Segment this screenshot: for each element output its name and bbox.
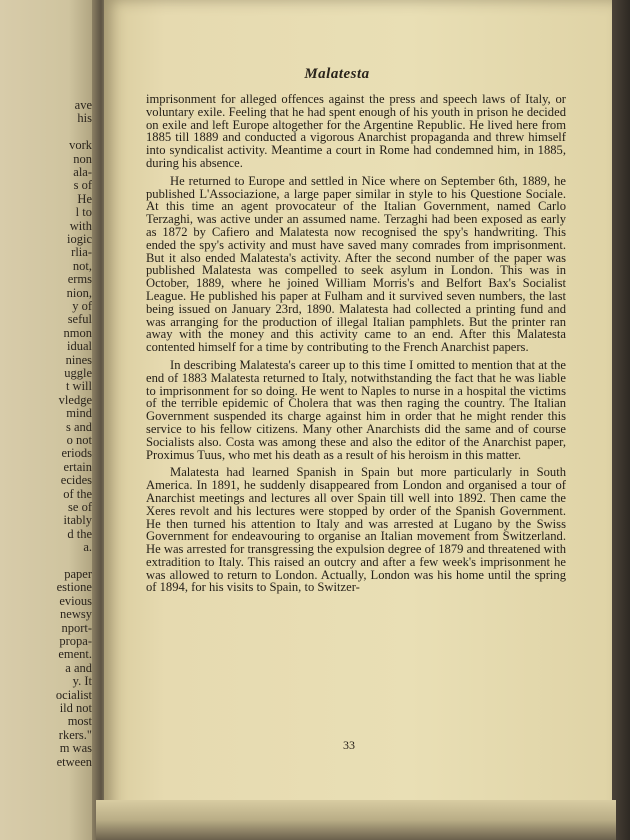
left-page-fragment: newsy <box>60 607 92 622</box>
left-page-fragment: propa- <box>59 634 92 648</box>
page-stack-edge <box>96 800 616 840</box>
running-head: Malatesta <box>304 66 370 82</box>
left-page-fragment: evious <box>59 593 92 608</box>
left-page-fragment: seful <box>67 312 92 327</box>
paragraph-4: Malatesta had learned Spanish in Spain but more particularly in South America. In 1891, he suddenly disappeared from London and organised a tour of Anarchist meetings and lectures all over Spain till well into 1892. Then came the Xeres revolt and his lectures were stopped by order of the Spanish Government. He then turned his attention to Italy and was arrested at Lugano by the Swiss Government for endeavouring to organise an Italian movement from Switzerland. He was arrested for transgressing the expulsion degree of 1879 and threatened with extradition to Italy. This raised an outcry and after a few week's imprisonment he was allowed to return to London. Actually, London was his home until the spring of 1894, for his visits to Spain, to Switzer- <box>146 465 566 595</box>
left-page-fragment: ild not <box>59 701 92 715</box>
left-page-fragment: estione <box>56 580 92 595</box>
left-page-fragment: most <box>67 714 92 729</box>
left-page-fragment: o not <box>66 433 92 447</box>
left-page-fragment: erms <box>67 272 92 287</box>
left-page-fragment: nion, <box>66 285 92 300</box>
left-page-fragment: nmon <box>63 325 92 340</box>
left-page-fragment: nport- <box>61 620 92 635</box>
paragraph-3: In describing Malatesta's career up to this time I omitted to mention that at the end of 1883 Malatesta returned to Italy, notwithstanding the fact that he was liable to imprisonment for so doing. He went to Naples to nurse in a hospital the victims of the terrible epidemic of Cholera that was then raging the country. The Italian Government suspended its charge against him in order that he might render this service to his fellow citizens. Many other Anarchists did the same and of course Socialists also. Costa was among these and also the editor of the Anarchist paper, Proximus Tuus, who met his death as a result of his heroism in this matter. <box>146 357 566 462</box>
left-page-fragment: l to <box>75 205 92 220</box>
left-page-fragment: idual <box>67 339 92 354</box>
left-page-fragment: paper <box>64 567 92 581</box>
left-page-fragment: nines <box>65 352 92 367</box>
left-page-fragment: non <box>73 151 92 166</box>
left-page-fragment: uggle <box>64 366 92 380</box>
left-page-fragment: ertain <box>63 459 92 474</box>
left-page-fragment: ocialist <box>55 687 92 702</box>
left-page-fragment: se of <box>68 500 92 514</box>
left-page-fragment: vledge <box>58 392 92 407</box>
left-page-fragment: his <box>77 111 92 126</box>
left-page-fragment: with <box>69 218 92 233</box>
left-page-fragment: ala- <box>73 165 92 179</box>
left-page-fragment: of the <box>63 486 92 501</box>
left-page <box>0 0 98 840</box>
left-page-fragment: a. <box>83 540 92 555</box>
left-page-fragment: rkers." <box>58 727 92 742</box>
left-page-fragment: ecides <box>60 473 92 488</box>
left-page-fragment: y. It <box>72 674 92 689</box>
left-page-fragment: iogic <box>67 232 92 246</box>
left-page-fragment: mind <box>66 406 92 421</box>
left-page-fragment: ave <box>74 98 92 112</box>
left-page-fragment: He <box>77 191 92 206</box>
left-page-fragment: not, <box>72 258 92 273</box>
page-edge-shadow <box>612 0 630 840</box>
left-page-fragment: y of <box>72 299 92 313</box>
left-page-fragment: a and <box>65 660 92 675</box>
left-page-fragment: vork <box>69 138 92 153</box>
left-page-fragment: eriods <box>61 446 92 461</box>
page-number: 33 <box>343 738 355 752</box>
paragraph-2: He returned to Europe and settled in Nice where on September 6th, 1889, he published L'Associazione, a large paper similar in style to his Questione Sociale. At this time an agent provocateur of the Italian Government, named Carlo Terzaghi, was active under an assumed name. Terzaghi had been exposed as early as 1872 by Cafiero and Malatesta now recognised the spy's handwriting. This ended the spy's activity and must have saved many comrades from imprisonment. But it also ended Malatesta's activity. After the second number of the paper was published Malatesta was compelled to seek asylum in London. This was in October, 1889, where he joined William Morris's and Belfort Bax's Socialist League. He published his paper at Fulham and it survived seven numbers, the last being issued on January 23rd, 1890. Malatesta had collected a printing fund and was arranging for the production of illegal Italian pamphlets. But the printer ran away with the money and this activity came to an end. After this Malatesta contented himself for a time by contributing to the French Anarchist papers. <box>146 173 566 355</box>
body-text <box>146 93 566 599</box>
left-page-fragment: ement. <box>58 647 92 662</box>
left-page-fragment: rlia- <box>71 245 92 260</box>
left-page-fragment: m was <box>59 741 92 756</box>
paragraph-1: imprisonment for alleged offences against the press and speech laws of Italy, or voluntary exile. Feeling that he had spent enough of his youth in prison he decided on exile and left Europe altogether for the Argentine Republic. He lived here from 1885 till 1889 and conducted a vigorous Anarchist propaganda and threw himself into syndicalist activity. Meantime a court in Rome had condemned him, in 1885, during his absence. <box>146 92 566 170</box>
left-page-fragment: etween <box>56 754 92 769</box>
left-page-fragment: itably <box>63 513 92 528</box>
left-page-fragment: s and <box>65 419 92 434</box>
left-page-fragment: d the <box>67 526 92 541</box>
left-page-fragment: s of <box>73 178 92 193</box>
left-page-fragment: t will <box>65 379 92 394</box>
